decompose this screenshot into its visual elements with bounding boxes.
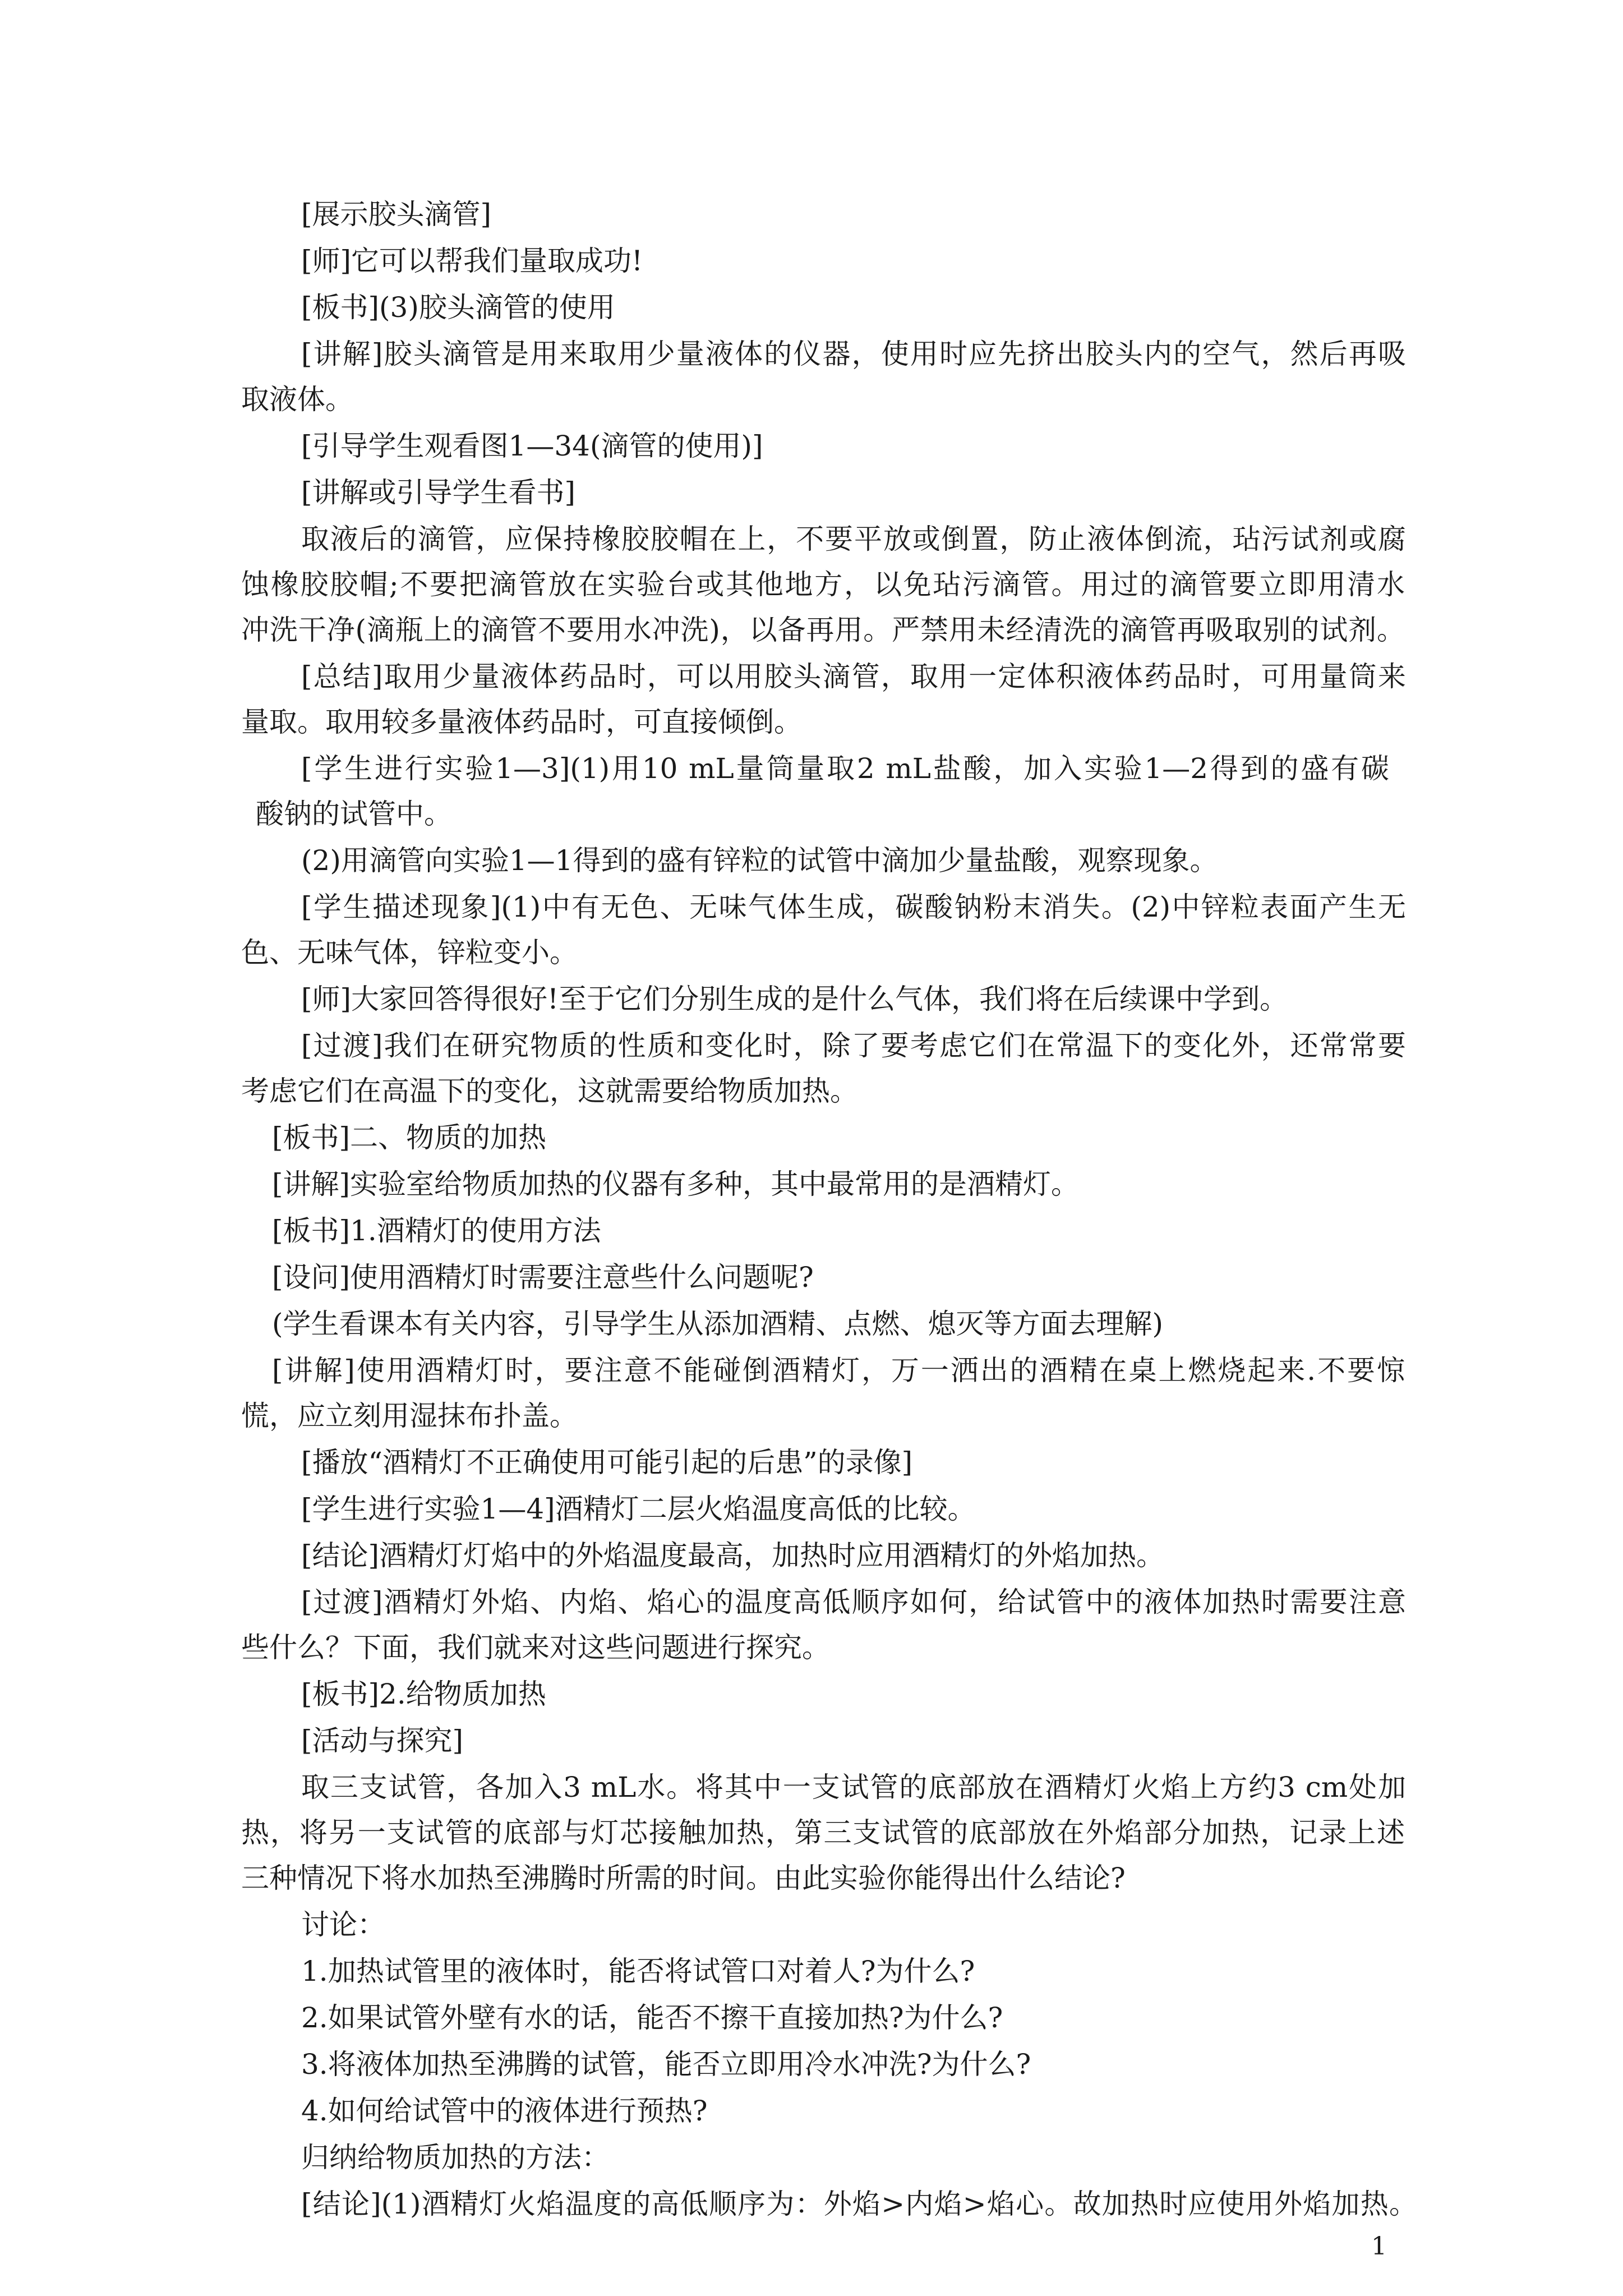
text-line: [师]大家回答得很好!至于它们分别生成的是什么气体，我们将在后续课中学到。 xyxy=(301,983,1288,1015)
text-line: [板书]二、物质的加热 xyxy=(272,1121,547,1154)
text-line: 色、无味气体，锌粒变小。 xyxy=(241,936,578,969)
text-line: (2)用滴管向实验1—1得到的盛有锌粒的试管中滴加少量盐酸，观察现象。 xyxy=(301,844,1218,877)
text-line: [板书]2.给物质加热 xyxy=(301,1678,546,1710)
text-line: [讲解或引导学生看书] xyxy=(301,476,576,509)
text-line: 热，将另一支试管的底部与灯芯接触加热，第三支试管的底部放在外焰部分加热，记录上述 xyxy=(241,1816,1405,1849)
text-line: 慌，应立刻用湿抹布扑盖。 xyxy=(241,1400,578,1432)
text-line: [结论]酒精灯灯焰中的外焰温度最高，加热时应用酒精灯的外焰加热。 xyxy=(301,1539,1165,1572)
text-line: 取液体。 xyxy=(241,383,353,416)
text-line: 蚀橡胶胶帽;不要把滴管放在实验台或其他地方，以免玷污滴管。用过的滴管要立即用清水 xyxy=(241,568,1405,601)
text-line: [板书]1.酒精灯的使用方法 xyxy=(272,1214,601,1247)
page-number: 1 xyxy=(1371,2232,1387,2261)
text-line: [讲解]胶头滴管是用来取用少量液体的仪器，使用时应先挤出胶头内的空气，然后再吸 xyxy=(301,338,1406,370)
text-line: [学生进行实验1—3](1)用10 mL量筒量取2 mL盐酸，加入实验1—2得到的盛有碳 xyxy=(301,752,1389,785)
text-line: 取液后的滴管，应保持橡胶胶帽在上，不要平放或倒置，防止液体倒流，玷污试剂或腐 xyxy=(301,523,1406,555)
text-line: (学生看课本有关内容，引导学生从添加酒精、点燃、熄灭等方面去理解) xyxy=(272,1308,1164,1340)
text-line: [总结]取用少量液体药品时，可以用胶头滴管，取用一定体积液体药品时，可用量筒来 xyxy=(301,660,1406,693)
text-line: [播放“酒精灯不正确使用可能引起的后患”的录像] xyxy=(301,1446,913,1479)
text-line: 些什么？下面，我们就来对这些问题进行探究。 xyxy=(241,1631,830,1664)
text-line: 量取。取用较多量液体药品时，可直接倾倒。 xyxy=(241,706,802,738)
text-line: 讨论： xyxy=(301,1908,385,1941)
text-line: [过渡]酒精灯外焰、内焰、焰心的温度高低顺序如何，给试管中的液体加热时需要注意 xyxy=(301,1586,1406,1618)
text-line: 4.如何给试管中的液体进行预热? xyxy=(301,2095,708,2127)
text-line: [活动与探究] xyxy=(301,1724,464,1757)
text-line: 3.将液体加热至沸腾的试管，能否立即用冷水冲洗?为什么? xyxy=(301,2048,1031,2081)
text-line: [设问]使用酒精灯时需要注意些什么问题呢? xyxy=(272,1261,814,1294)
text-line: 归纳给物质加热的方法： xyxy=(301,2141,610,2174)
text-line: [结论](1)酒精灯火焰温度的高低顺序为：外焰>内焰>焰心。故加热时应使用外焰加热。 xyxy=(301,2188,1417,2220)
text-line: 取三支试管，各加入3 mL水。将其中一支试管的底部放在酒精灯火焰上方约3 cm处加 xyxy=(301,1771,1406,1803)
text-line: 冲洗干净(滴瓶上的滴管不要用水冲洗)，以备再用。严禁用未经清洗的滴管再吸取别的试剂。 xyxy=(241,614,1405,646)
text-line: 1.加热试管里的液体时，能否将试管口对着人?为什么? xyxy=(301,1955,975,1987)
text-line: [学生描述现象](1)中有无色、无味气体生成，碳酸钠粉末消失。(2)中锌粒表面产生无 xyxy=(301,891,1406,923)
text-line: [学生进行实验1—4]酒精灯二层火焰温度高低的比较。 xyxy=(301,1493,976,1525)
text-line: [引导学生观看图1—34(滴管的使用)] xyxy=(301,430,763,462)
text-line: 考虑它们在高温下的变化，这就需要给物质加热。 xyxy=(241,1075,858,1107)
text-line: [板书](3)胶头滴管的使用 xyxy=(301,291,615,324)
text-line: [展示胶头滴管] xyxy=(301,198,492,231)
text-line: 酸钠的试管中。 xyxy=(256,798,452,830)
text-line: [讲解]使用酒精灯时，要注意不能碰倒酒精灯，万一洒出的酒精在桌上燃烧起来.不要惊 xyxy=(272,1354,1405,1387)
text-line: [讲解]实验室给物质加热的仪器有多种，其中最常用的是酒精灯。 xyxy=(272,1168,1080,1200)
text-line: [过渡]我们在研究物质的性质和变化时，除了要考虑它们在常温下的变化外，还常常要 xyxy=(301,1029,1406,1062)
text-line: [师]它可以帮我们量取成功! xyxy=(301,245,643,277)
text-line: 2.如果试管外壁有水的话，能否不擦干直接加热?为什么? xyxy=(301,2001,1003,2034)
text-line: 三种情况下将水加热至沸腾时所需的时间。由此实验你能得出什么结论? xyxy=(241,1862,1126,1894)
